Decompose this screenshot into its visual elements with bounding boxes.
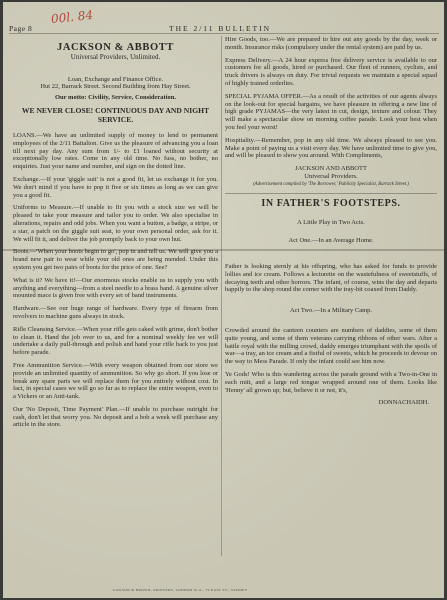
ammunition-paragraph: Free Ammunition Service.—With every weapon obtained from our store we provide an unlimited quantity of ammunition. So why go short. If you lose or break any spare parts we will replace them for you entirely without cost. In fact, in special cases we will go so far as to replace the entire weapon, even to a Vickers or an Anti-tank.	[13, 361, 218, 401]
business-name: JACKSON & ABBOTT	[57, 42, 174, 53]
page-header	[9, 24, 439, 36]
play-title: IN FATHER'S FOOTSTEPS.	[261, 197, 401, 209]
boots-paragraph: Boots.—'When your boots begin to go', pop in and tell us. We will give you a brand new pair to wear while your old ones are being mended. Under this system you get two pairs of boots for the price of one. See?	[13, 248, 218, 271]
pyjama-paragraph: SPECIAL PYJAMA OFFER.—As a result of the activities of our agents always on the look-out for special bargains, we have pleasure in offering a new line of high grade PYJAMAS—the very latest in cut, design, texture and colour. They will make a spectacular show on morning coffee parade. Look your best when you feel your worst!	[225, 92, 437, 131]
address-line: Hut 22, Barrack Street. Second Building from Hay Street.	[40, 83, 191, 91]
act-two-text: Crowded around the canteen counters are numbers of daddies, some of them quite young, and some of them veterans carrying ribbons of other wars. After a battle royal with the milling crowd, daddy emerges triumphant with the spoils of war—a tray, an ice cream and a fistful of sweets, which he proceeds to devour on the way to Mess Parade. If only the infant could see him now.	[225, 326, 437, 366]
printer-imprint: LAWSON & BROWN, PRINTERS, LONDON W.A., 79 EAST ST., SYDNEY	[113, 588, 248, 592]
hire-paragraph: Hire Goods, too.—We are prepared to hire out any goods by the day, week or month. Insurance risks (compulsory under the rental system) are paid by us.	[225, 36, 437, 51]
loan-office-line: Loan, Exchange and Finance Office.	[67, 75, 164, 83]
what-is-it-paragraph: What is it? We have it!—Our enormous stocks enable us to supply you with anything and everything—from a steel needle to a brass band. A genuine silver mounted mace is given free with every set of band instruments.	[13, 276, 218, 300]
page-number: Page 8	[9, 24, 33, 33]
epilogue-text: Ye Gods! Who is this wandering across the parade ground with a Two-in-One in each mitt, and a large red tongue wrapped around one of them. Looks like 'Henny' all grown up; but, believe it or not, it's,	[225, 370, 437, 394]
play-subtitle: A Little Play in Two Acts.	[297, 219, 365, 227]
author-signature: DONNACHAIDH.	[378, 399, 429, 407]
act-two-heading: Act Two.—In a Military Camp.	[289, 307, 373, 315]
section-rule	[225, 193, 437, 194]
right-column	[225, 36, 437, 407]
header-rule	[9, 33, 439, 34]
exchange-paragraph: Exchange.—If your 'giggle suit' is not a good fit, let us exchange it for you. We don't mind if you have to pop it five or six times as long as we can give you a good fit.	[13, 175, 218, 199]
act-one-heading: Act One.—In an Average Home.	[288, 237, 374, 245]
left-column	[13, 36, 218, 434]
motto: Our motto: Civility, Service, Consideration.	[54, 94, 177, 102]
bulletin-title: THE 2/11 BULLETIN	[169, 24, 272, 33]
sign-off-subtitle: Universal Providers.	[304, 172, 358, 180]
column-divider	[221, 36, 222, 556]
hospitality-paragraph: Hospitality.—Remember, pop in any old time. We always pleased to see you. Make a point of paying us a visit every day. We have unlimited time to give you, and will be pleased to show you around. With Compliments,	[225, 136, 437, 160]
bulletin-page	[3, 2, 444, 598]
rifle-paragraph: Rifle Cleansing Service.—When your rifle gets caked with grime, don't bother to clean it. Hand the job over to us, and for a nominal weekly fee we will undertake a daily pull-through and polish and hand your rifle back to you just before parade.	[13, 325, 218, 357]
act-one-text: Father is looking sternly at his offspring, who has asked for funds to provide lollies and ice cream. Follows a lecturette on the wastefulness of sweetstuffs, of decaying teeth and other horrors. The infant, of course, wins the day and departs happily to the shop round the corner with the tray-bit coaxed from Daddy.	[225, 262, 437, 294]
handwritten-note: 00l. 84	[50, 7, 94, 27]
uniforms-paragraph: Uniforms to Measure.—If unable to fit you with a stock size we will be pleased to take your measure and tailor you to order. We also specialise in alterations, repairs and odd jobs. When you want a button, a badge, a stripe, or a star, a patch on the giggle suit seat, to your own personal order, ask for it. We will fit it, and deliver the job promptly back to your own hut.	[13, 204, 218, 243]
advertisement-credit: (Advertisement compiled by 'The Borrower,' Publicity Specialist, Barrack Street.)	[253, 181, 409, 187]
no-deposit-paragraph: Our 'No Deposit, Time Payment' Plan.—If unable to purchase outright for cash, don't let that worry you. No deposit and a bob a week will purchase any article in the store.	[13, 405, 218, 429]
loans-paragraph: LOANS.—We have an unlimited supply of money to lend to permanent employees of the 2/11 Battalion. Give us the pleasure of advancing you a loan till next pay day. Any sum from 1/- to £1 loaned without security at exceptionally low rates. Come in any old time. No fuss, no bother, no enquiries. Just your name and number, and sign on the dotted line.	[13, 131, 218, 171]
sign-off-name: JACKSON AND ABBOTT	[295, 165, 367, 173]
hardware-paragraph: Hardware.—See our huge range of hardware. Every type of firearm from revolvers to machine guns always in stock.	[13, 305, 218, 320]
business-subtitle: Universal Providers, Unlimited.	[70, 52, 161, 61]
never-close-banner: WE NEVER CLOSE! CONTINUOUS DAY AND NIGHT SERVICE.	[21, 105, 210, 124]
express-paragraph: Express Delivery.—A 24 hour express free delivery service is available to our customers for all goods, hired or purchased. Our fleet of runners, cyclists, and truck drivers is always on duty. For trivial requests we maintain a special squad of highly trained orderlies.	[225, 56, 437, 87]
